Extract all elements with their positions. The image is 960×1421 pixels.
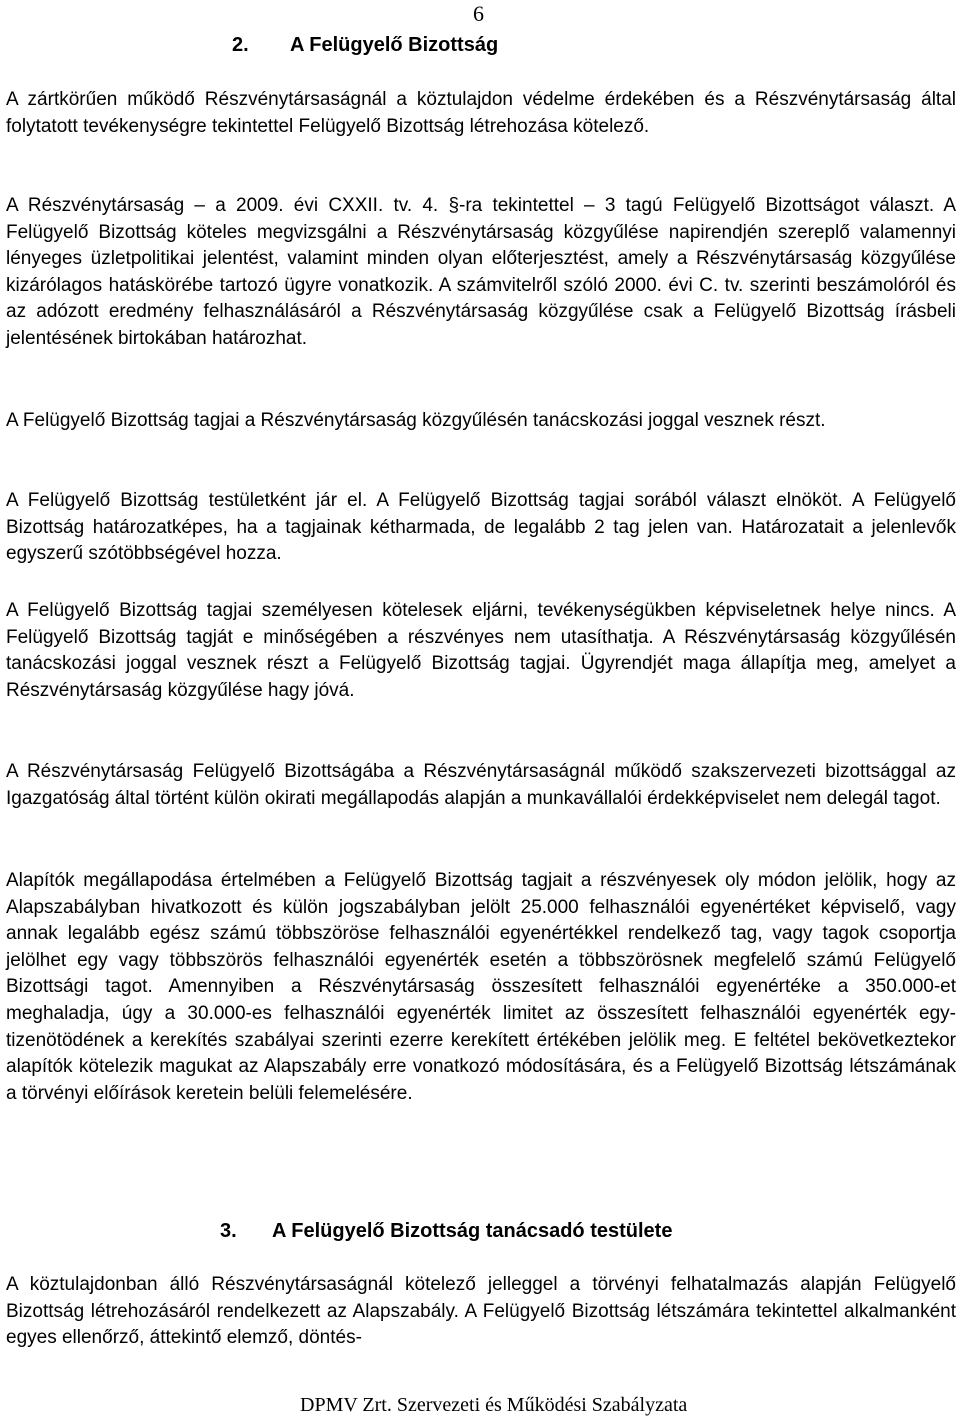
page-footer: DPMV Zrt. Szervezeti és Működési Szabályzata: [300, 1394, 688, 1416]
section-3-title: A Felügyelő Bizottság tanácsadó testülete: [272, 1220, 673, 1242]
section-2-title: A Felügyelő Bizottság: [290, 34, 499, 56]
section-3-number: 3.: [220, 1220, 237, 1242]
paragraph-5: A Felügyelő Bizottság tagjai személyesen kötelesek eljárni, tevékenységükben képviseletnek helye nincs. A Felügyelő Bizottság tagját e minőségében a részvényes nem utasíthatja. A Részvénytársaság közgyűlésén tanácskozási joggal vesznek részt a Felügyelő Bizottság tagjai. Ügyrendjét maga állapítja meg, amelyet a Részvénytársaság közgyűlése hagy jóvá.: [6, 600, 956, 701]
paragraph-6: A Részvénytársaság Felügyelő Bizottságába a Részvénytársaságnál működő szakszervezeti bizottsággal az Igazgatóság által történt külön okirati megállapodás alapján a munkavállalói érdekképviselet nem delegál tagot.: [6, 761, 956, 809]
page-number: 6: [473, 1, 484, 26]
section-2-heading: [232, 32, 498, 58]
paragraph-7: Alapítók megállapodása értelmében a Felügyelő Bizottság tagjait a részvényesek oly módon jelölik, hogy az Alapszabályban hivatkozott és külön jogszabályban jelölt 25.000 felhasználói egyenértéket képviselő, vagy annak legalább egész számú többszöröse felhasználói egyenértékkel rendelkező tag, vagy tagok csoportja jelölhet egy vagy többszörös felhasználói egyenérték esetén a többszörösnek megfelelő számú Felügyelő Bizottsági tagot. Amennyiben a Részvénytársaság összesített felhasználói egyenértéke a 350.000-et meghaladja, úgy a 30.000-es felhasználói egyenérték limitet az összesített felhasználói egyenérték egy-tizenötödének a kerekítés szabályai szerinti ezerre kerekített értékében jelölik meg. E feltétel bekövetkeztekor alapítók kötelezik magukat az Alapszabály erre vonatkozó módosítására, és a Felügyelő Bizottság létszámának a törvényi előírások keretein belüli felemelésére.: [6, 870, 956, 1104]
section-2-number: 2.: [232, 34, 249, 56]
paragraph-4: A Felügyelő Bizottság testületként jár el. A Felügyelő Bizottság tagjai sorából választ elnököt. A Felügyelő Bizottság határozatképes, ha a tagjainak kétharmada, de legalább 2 tag jelen van. Határozatait a jelenlevők egyszerű szótöbbségével hozza.: [6, 490, 956, 565]
paragraph-3: A Felügyelő Bizottság tagjai a Részvénytársaság közgyűlésén tanácskozási joggal vesznek részt.: [6, 410, 826, 431]
paragraph-1: A zártkörűen működő Részvénytársaságnál a köztulajdon védelme érdekében és a Részvénytársaság által folytatott tevékenységre tekintettel Felügyelő Bizottság létrehozása kötelező.: [6, 89, 956, 137]
paragraph-8: A köztulajdonban álló Részvénytársaságnál kötelező jelleggel a törvényi felhatalmazás alapján Felügyelő Bizottság létrehozásáról rendelkezett az Alapszabály. A Felügyelő Bizottság létszámára tekintettel alkalmanként egyes ellenőrző, áttekintő elemző, döntés-: [6, 1274, 956, 1349]
paragraph-2: A Részvénytársaság – a 2009. évi CXXII. tv. 4. §-ra tekintettel – 3 tagú Felügyelő Bizottságot választ. A Felügyelő Bizottság köteles megvizsgálni a Részvénytársaság közgyűlése napirendjén szereplő valamennyi lényeges üzletpolitikai jelentést, valamint minden olyan előterjesztést, amely a Részvénytársaság közgyűlése kizárólagos hatáskörébe tartozó ügyre vonatkozik. A számvitelről szóló 2000. évi C. tv. szerinti beszámolóról és az adózott eredmény felhasználásáról a Részvénytársaság közgyűlése csak a Felügyelő Bizottság írásbeli jelentésének birtokában határozhat.: [6, 195, 956, 349]
section-3-heading: [220, 1218, 672, 1244]
